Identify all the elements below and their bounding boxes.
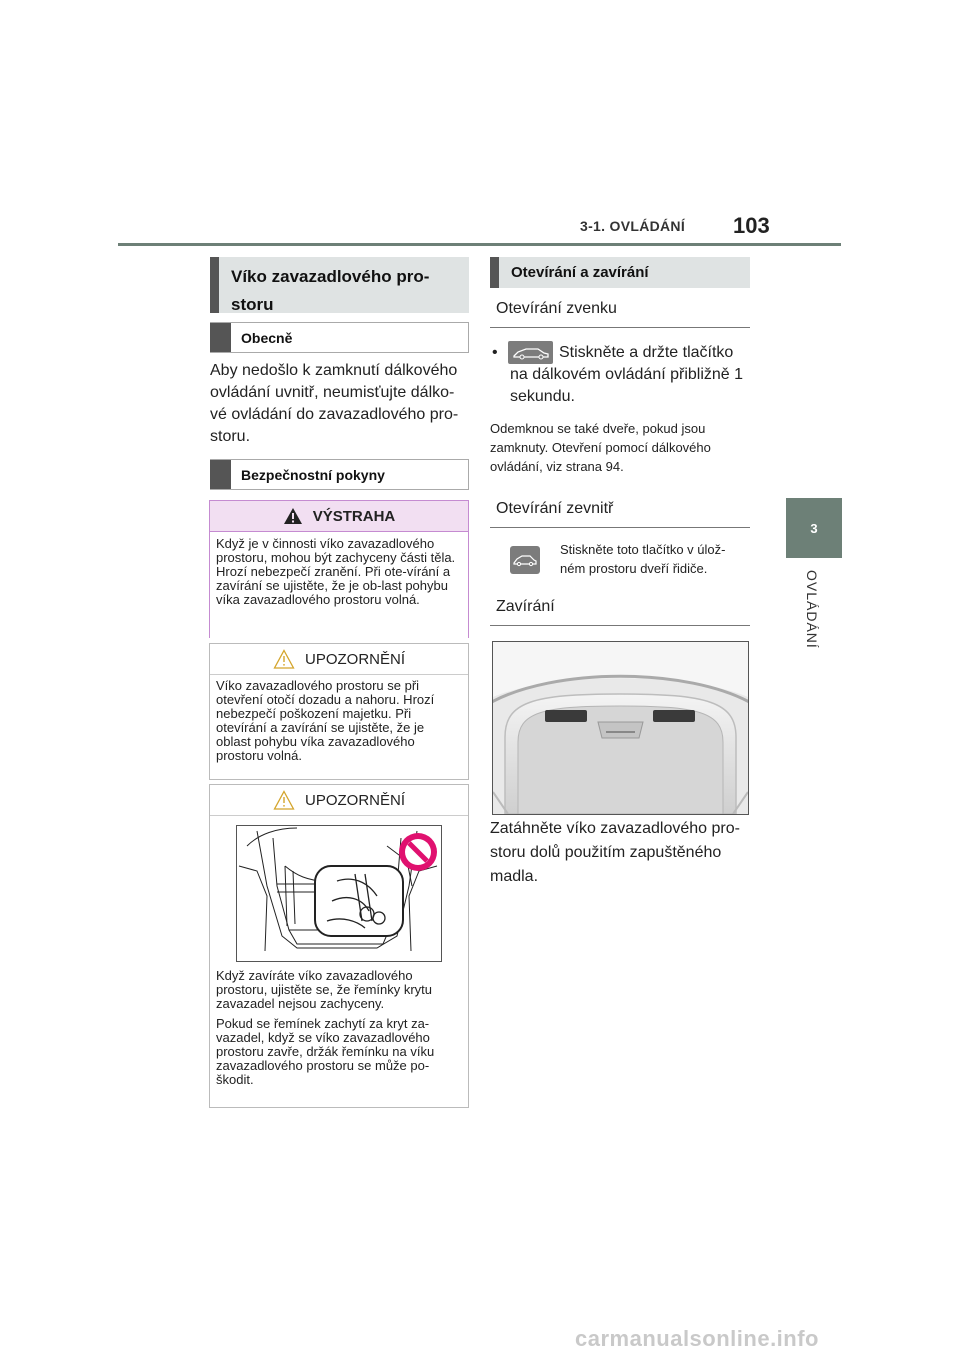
interior-trunk-button-icon: [510, 546, 540, 574]
trunk-lid-photo: [492, 641, 749, 815]
trunk-lid-interior-image: [493, 642, 748, 814]
watermark: carmanualsonline.info: [575, 1326, 819, 1351]
caution-header-1: [210, 644, 468, 675]
car-trunk-icon: [513, 553, 537, 567]
warning-triangle-icon: [283, 507, 303, 525]
inside-text: Stiskněte toto tlačítko v úlož-ném prostoru dveří řidiče.: [560, 542, 726, 576]
outside-text: Stiskněte a držte tlačítko na dálkovém ovládání přibližně 1 sekundu.: [510, 344, 744, 405]
warning-box: [209, 500, 469, 638]
caution-text-1: Víko zavazadlového prostoru se při otevření otočí dozadu a nahoru. Hrozí nebezpečí poškození majetku. Při otevírání a zavírání se ujistěte, že je oblast pohybu víka zavazadlového prostoru volná.: [216, 678, 435, 763]
section-label: 3-1. OVLÁDÁNÍ: [580, 218, 686, 234]
caution-body-2: [210, 965, 468, 1097]
safety-heading: [210, 459, 469, 490]
caution-box-1: [209, 643, 469, 780]
caution-box-2: [209, 784, 469, 1108]
outside-heading: Otevírání zvenku: [490, 300, 750, 328]
warning-header: [210, 501, 468, 532]
caution-title-2: UPOZORNĚNÍ: [304, 791, 405, 809]
caution-text-2b: Pokud se řemínek zachytí za kryt za-vazadel, když se víko zavazadlového prostoru zavře, držák řemínku na víku zavazadlového prostoru se může po-škodit.: [216, 1016, 435, 1087]
warning-title: VÝSTRAHA: [312, 507, 396, 525]
outside-note: Odemknou se také dveře, pokud jsou zamknuty. Otevření pomocí dálkového ovládání, viz strana 94.: [490, 421, 711, 474]
trunk-strap-illustration: [236, 825, 442, 962]
opening-closing-heading: [490, 257, 750, 288]
main-heading: [210, 257, 469, 313]
general-heading: [210, 322, 469, 353]
caution-header-2: [210, 785, 468, 816]
bullet: •: [492, 344, 498, 361]
chapter-tab: 3: [786, 498, 842, 558]
caution-triangle-icon: [273, 649, 295, 669]
chapter-label: OVLÁDÁNÍ: [804, 570, 820, 649]
caution-title-1: UPOZORNĚNÍ: [304, 650, 405, 668]
closing-heading: Zavírání: [490, 598, 750, 626]
caution-triangle-icon: [273, 790, 295, 810]
page-number: 103: [733, 213, 770, 238]
safety-heading-text: Bezpečnostní pokyny: [241, 467, 385, 483]
main-heading-text: Víko zavazadlového pro-storu: [231, 267, 430, 314]
warning-text: Když je v činnosti víko zavazadlového prostoru, mohou být zachyceny části těla. Hrozí nebezpečí zranění. Při ote-vírání a zavírání se ujistěte, že je ob-last pohybu víka zavazadlového prostoru volná.: [210, 532, 468, 640]
closing-text: Zatáhněte víko zavazadlového pro-storu dolů použitím zapuštěného madla.: [490, 820, 740, 885]
inside-heading: Otevírání zevnitř: [490, 500, 750, 528]
caution-text-2a: Když zavíráte víko zavazadlového prostoru, ujistěte se, že řemínky krytu zavazadel nejsou zachyceny.: [216, 968, 433, 1011]
trunk-strap-drawing: [237, 826, 441, 961]
opening-closing-heading-text: Otevírání a zavírání: [511, 264, 649, 281]
header-rule: [118, 243, 841, 246]
general-text: Aby nedošlo k zamknutí dálkového ovládání uvnitř, neumisťujte dálko-vé ovládání do zavazadlového pro-storu.: [210, 362, 459, 445]
general-heading-text: Obecně: [241, 330, 293, 346]
